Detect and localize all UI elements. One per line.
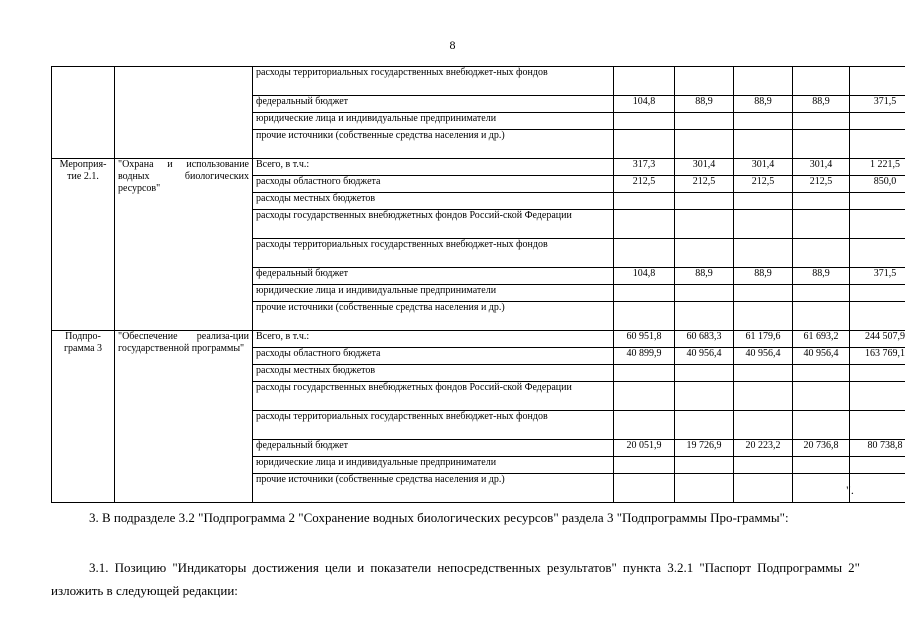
amount-cell: 60 683,3 xyxy=(675,331,734,348)
amount-cell xyxy=(793,130,850,159)
funding-source-cell: расходы территориальных государственных внебюджет-ных фондов xyxy=(253,67,614,96)
amount-cell xyxy=(793,113,850,130)
amount-cell: 40 899,9 xyxy=(614,348,675,365)
amount-cell: 88,9 xyxy=(734,96,793,113)
amount-cell xyxy=(850,193,905,210)
amount-cell: 20 051,9 xyxy=(614,440,675,457)
amount-cell xyxy=(850,113,905,130)
amount-cell: 371,5 xyxy=(850,96,905,113)
amount-cell xyxy=(675,302,734,331)
amount-cell: 244 507,9 xyxy=(850,331,905,348)
program-name-cell: "Обеспечение реализа-ции государственной программы" xyxy=(115,331,253,503)
budget-table-body xyxy=(52,67,905,503)
amount-cell xyxy=(850,365,905,382)
amount-cell xyxy=(793,210,850,239)
amount-cell: 301,4 xyxy=(675,159,734,176)
amount-cell xyxy=(675,239,734,268)
page-number: 8 xyxy=(449,38,456,52)
amount-cell xyxy=(793,193,850,210)
amount-cell: 19 726,9 xyxy=(675,440,734,457)
amount-cell xyxy=(793,67,850,96)
amount-cell: 104,8 xyxy=(614,268,675,285)
amount-cell xyxy=(734,193,793,210)
amount-cell xyxy=(614,67,675,96)
amount-cell xyxy=(614,113,675,130)
amount-cell: 88,9 xyxy=(793,96,850,113)
amount-cell xyxy=(850,411,905,440)
amount-cell xyxy=(614,382,675,411)
amount-cell xyxy=(675,130,734,159)
amount-cell xyxy=(614,210,675,239)
amount-cell: 61 693,2 xyxy=(793,331,850,348)
budget-table xyxy=(51,66,905,503)
amount-cell xyxy=(675,411,734,440)
program-code-cell xyxy=(52,67,115,159)
amount-cell: 212,5 xyxy=(675,176,734,193)
amount-cell: 61 179,6 xyxy=(734,331,793,348)
amount-cell: 40 956,4 xyxy=(793,348,850,365)
amount-cell xyxy=(850,210,905,239)
funding-source-cell: федеральный бюджет xyxy=(253,96,614,113)
amount-cell xyxy=(734,67,793,96)
amount-cell xyxy=(675,474,734,503)
amount-cell xyxy=(614,457,675,474)
amount-cell xyxy=(675,113,734,130)
amount-cell: 20 736,8 xyxy=(793,440,850,457)
funding-source-cell: юридические лица и индивидуальные предприниматели xyxy=(253,457,614,474)
amount-cell: 88,9 xyxy=(675,96,734,113)
funding-source-cell: федеральный бюджет xyxy=(253,268,614,285)
amount-cell xyxy=(734,113,793,130)
amount-cell: 88,9 xyxy=(734,268,793,285)
amount-cell xyxy=(675,193,734,210)
amount-cell xyxy=(850,67,905,96)
amount-cell xyxy=(850,130,905,159)
amount-cell: 317,3 xyxy=(614,159,675,176)
paragraph-3: 3. В подразделе 3.2 "Подпрограмма 2 "Сохранение водных биологических ресурсов" раздела 3 "Подпрограммы Про-граммы": xyxy=(89,510,789,525)
amount-cell xyxy=(675,365,734,382)
amount-cell xyxy=(850,382,905,411)
amount-cell xyxy=(614,302,675,331)
funding-source-cell: прочие источники (собственные средства населения и др.) xyxy=(253,130,614,159)
table-row xyxy=(52,67,905,96)
funding-source-cell: Всего, в т.ч.: xyxy=(253,159,614,176)
paragraph-3-1: 3.1. Позицию "Индикаторы достижения цели и показатели непосредственных результатов" пункта 3.2.1 "Паспорт Подпрограммы 2" изложить в следующей редакции: xyxy=(51,560,860,598)
amount-cell xyxy=(675,457,734,474)
table-row xyxy=(52,159,905,176)
funding-source-cell: прочие источники (собственные средства населения и др.) xyxy=(253,474,614,503)
program-code-cell: Подпро-грамма 3 xyxy=(52,331,115,503)
funding-source-cell: расходы областного бюджета xyxy=(253,176,614,193)
amount-cell xyxy=(614,365,675,382)
amount-cell: 850,0 xyxy=(850,176,905,193)
amount-cell xyxy=(850,474,905,503)
amount-cell xyxy=(734,457,793,474)
amount-cell xyxy=(734,474,793,503)
amount-cell: 40 956,4 xyxy=(734,348,793,365)
amount-cell xyxy=(793,474,850,503)
amount-cell: 301,4 xyxy=(793,159,850,176)
amount-cell xyxy=(614,285,675,302)
funding-source-cell: расходы местных бюджетов xyxy=(253,193,614,210)
amount-cell xyxy=(734,302,793,331)
amount-cell: 60 951,8 xyxy=(614,331,675,348)
amount-cell: 371,5 xyxy=(850,268,905,285)
amount-cell: 104,8 xyxy=(614,96,675,113)
amount-cell: 212,5 xyxy=(793,176,850,193)
amount-cell xyxy=(793,365,850,382)
funding-source-cell: юридические лица и индивидуальные предприниматели xyxy=(253,113,614,130)
amount-cell: 212,5 xyxy=(734,176,793,193)
amount-cell xyxy=(734,285,793,302)
funding-source-cell: расходы государственных внебюджетных фондов Россий-ской Федерации xyxy=(253,210,614,239)
amount-cell xyxy=(850,239,905,268)
funding-source-cell: юридические лица и индивидуальные предприниматели xyxy=(253,285,614,302)
amount-cell: 212,5 xyxy=(614,176,675,193)
amount-cell xyxy=(793,411,850,440)
amount-cell xyxy=(675,382,734,411)
amount-cell xyxy=(614,130,675,159)
amount-cell: 163 769,1 xyxy=(850,348,905,365)
amount-cell xyxy=(614,239,675,268)
amount-cell xyxy=(734,411,793,440)
amount-cell xyxy=(734,130,793,159)
amount-cell xyxy=(850,302,905,331)
table-row xyxy=(52,331,905,348)
amount-cell: 80 738,8 xyxy=(850,440,905,457)
program-code-cell: Мероприя-тие 2.1. xyxy=(52,159,115,331)
amount-cell: 20 223,2 xyxy=(734,440,793,457)
amount-cell: 1 221,5 xyxy=(850,159,905,176)
amount-cell xyxy=(675,285,734,302)
amount-cell xyxy=(793,285,850,302)
amount-cell xyxy=(734,210,793,239)
amount-cell xyxy=(675,210,734,239)
funding-source-cell: расходы территориальных государственных внебюджет-ных фондов xyxy=(253,239,614,268)
amount-cell xyxy=(793,382,850,411)
closing-quote: ". xyxy=(846,483,854,497)
amount-cell xyxy=(734,365,793,382)
amount-cell xyxy=(675,67,734,96)
amount-cell xyxy=(793,302,850,331)
amount-cell xyxy=(850,457,905,474)
amount-cell xyxy=(734,239,793,268)
program-name-cell xyxy=(115,67,253,159)
amount-cell xyxy=(614,411,675,440)
amount-cell: 88,9 xyxy=(793,268,850,285)
amount-cell: 88,9 xyxy=(675,268,734,285)
amount-cell xyxy=(850,285,905,302)
funding-source-cell: расходы местных бюджетов xyxy=(253,365,614,382)
amount-cell xyxy=(793,239,850,268)
amount-cell xyxy=(793,457,850,474)
funding-source-cell: Всего, в т.ч.: xyxy=(253,331,614,348)
funding-source-cell: федеральный бюджет xyxy=(253,440,614,457)
amount-cell xyxy=(614,474,675,503)
amount-cell: 301,4 xyxy=(734,159,793,176)
amount-cell: 40 956,4 xyxy=(675,348,734,365)
funding-source-cell: расходы областного бюджета xyxy=(253,348,614,365)
funding-source-cell: расходы государственных внебюджетных фондов Россий-ской Федерации xyxy=(253,382,614,411)
funding-source-cell: прочие источники (собственные средства населения и др.) xyxy=(253,302,614,331)
program-name-cell: "Охрана и использование водных биологических ресурсов" xyxy=(115,159,253,331)
funding-source-cell: расходы территориальных государственных внебюджет-ных фондов xyxy=(253,411,614,440)
amount-cell xyxy=(614,193,675,210)
amount-cell xyxy=(734,382,793,411)
